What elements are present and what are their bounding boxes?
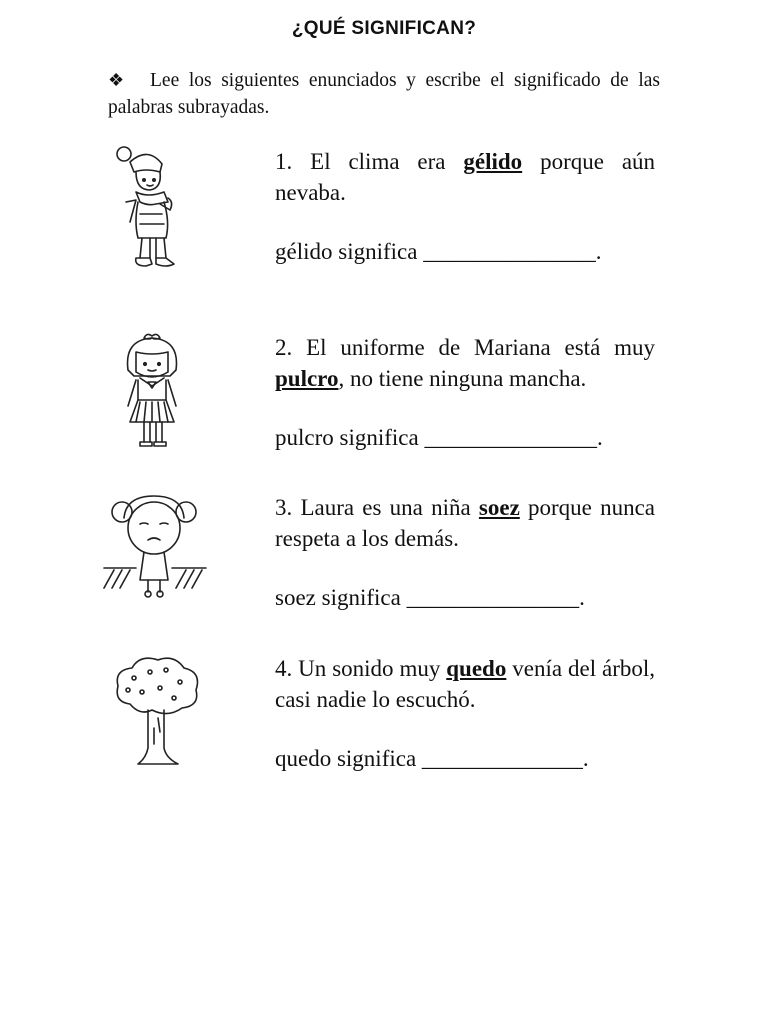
sentence: 2. El uniforme de Mariana está muy pulcro, no tiene ninguna mancha. (275, 335, 656, 391)
answer-blank[interactable]: ______________. (421, 746, 589, 771)
answer-line[interactable]: pulcro significa _______________. (275, 425, 603, 450)
question-2 (275, 332, 655, 453)
sentence: 3. Laura es una niña soez porque nunca respeta a los demás. (275, 495, 656, 551)
instruction-text: Lee los siguientes enunciados y escribe el significado de las palabras subrayadas. (108, 70, 660, 118)
answer-line[interactable]: soez significa _______________. (275, 585, 585, 610)
sentence: 4. Un sonido muy quedo venía del árbol, casi nadie lo escuchó. (275, 656, 656, 712)
answer-blank[interactable]: _______________. (424, 425, 603, 450)
underlined-word: soez (478, 495, 520, 520)
underlined-word: quedo (446, 656, 507, 681)
tree-illustration (100, 648, 210, 778)
question-1 (275, 146, 655, 267)
instruction (108, 67, 660, 121)
answer-line[interactable]: gélido significa _______________. (275, 239, 602, 264)
answer-blank[interactable]: _______________. (423, 239, 602, 264)
answer-blank[interactable]: _______________. (406, 585, 585, 610)
girl-uniform-illustration (100, 330, 210, 460)
page-title: ¿QUÉ SIGNIFICAN? (291, 18, 477, 39)
bullet-icon: ❖ (108, 70, 125, 90)
sad-girl-illustration (100, 488, 210, 618)
underlined-word: gélido (463, 149, 523, 174)
answer-line[interactable]: quedo significa ______________. (275, 746, 589, 771)
question-3 (275, 492, 655, 613)
underlined-word: pulcro (275, 366, 339, 391)
question-4 (275, 653, 655, 774)
child-winter-illustration (100, 142, 210, 272)
sentence: 1. El clima era gélido porque aún nevaba. (275, 149, 656, 205)
